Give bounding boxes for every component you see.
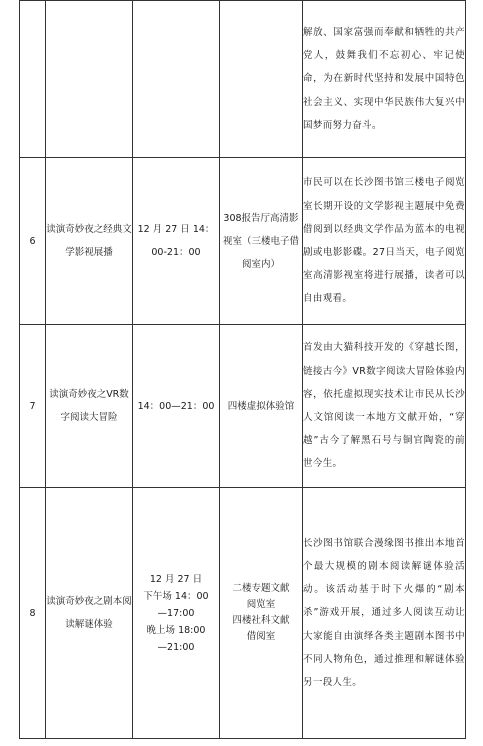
activity-description-cell: 解放、国家富强而奉献和牺牲的共产党人，鼓舞我们不忘初心、牢记使命，为在新时代坚持和发展中国特色社会主义、实现中华民族伟大复兴中国梦而努力奋斗。: [303, 1, 466, 158]
place-line: 二楼专题文献: [232, 583, 290, 594]
activity-place-cell: [220, 1, 303, 158]
activity-place-cell: [220, 488, 303, 739]
table-row: [20, 488, 466, 739]
activity-place-cell: 308报告厅高清影视室（三楼电子借阅室内）: [220, 158, 303, 325]
time-line: —17:00: [157, 607, 195, 619]
activity-name-cell: 读演奇妙夜之VR数字阅读大冒险: [46, 325, 133, 488]
activity-time-cell: [133, 1, 220, 158]
activity-name-cell: 读演奇妙夜之剧本阅读解谜体验: [46, 488, 133, 739]
time-line: —21:00: [157, 641, 195, 653]
table-row: [20, 1, 466, 158]
place-line: 阅览室: [246, 599, 276, 610]
activity-schedule-table: [19, 0, 466, 739]
activity-time-cell: 14：00—21：00: [133, 325, 220, 488]
activity-place-cell: 四楼虚拟体验馆: [220, 325, 303, 488]
activity-time-cell: [133, 488, 220, 739]
activity-description-cell: 首发由大猫科技开发的《穿越长图，链接古今》VR数字阅读大冒险体验内容，依托虚拟现实技术让市民从长沙人文馆阅读一本地方文献开始，“穿越”古今了解黑石号与铜官陶瓷的前世今生。: [303, 325, 466, 488]
time-line: 下午场 14：00: [143, 590, 209, 602]
table-row: [20, 325, 466, 488]
activity-description-cell: 市民可以在长沙图书馆三楼电子阅览室长期开设的文学影视主题展中免费借阅到以经典文学作品为蓝本的电视剧或电影影碟。27日当天，电子阅览室高清影视室将进行展播，读者可以自由观看。: [303, 158, 466, 325]
row-number-cell: 8: [20, 488, 46, 739]
row-number-cell: [20, 1, 46, 158]
row-number-cell: 6: [20, 158, 46, 325]
time-line: 晚上场 18:00: [146, 624, 206, 636]
place-line: 借阅室: [246, 631, 276, 642]
row-number-cell: 7: [20, 325, 46, 488]
activity-name-cell: [46, 1, 133, 158]
activity-name-cell: 读演奇妙夜之经典文学影视展播: [46, 158, 133, 325]
place-line: 四楼社科文献: [232, 615, 290, 626]
time-line: 12 月 27 日: [149, 573, 203, 585]
activity-time-cell: 12 月 27 日 14：00-21：00: [133, 158, 220, 325]
activity-description-cell: 长沙图书馆联合漫缘图书推出本地首个最大规模的剧本阅读解谜体验活动。该活动基于时下火爆的“剧本杀”游戏开展，通过多人阅读互动让大家能自由演绎各类主题剧本图书中不同人物角色，通过推理和解谜体验另一段人生。: [303, 488, 466, 739]
table-row: [20, 158, 466, 325]
